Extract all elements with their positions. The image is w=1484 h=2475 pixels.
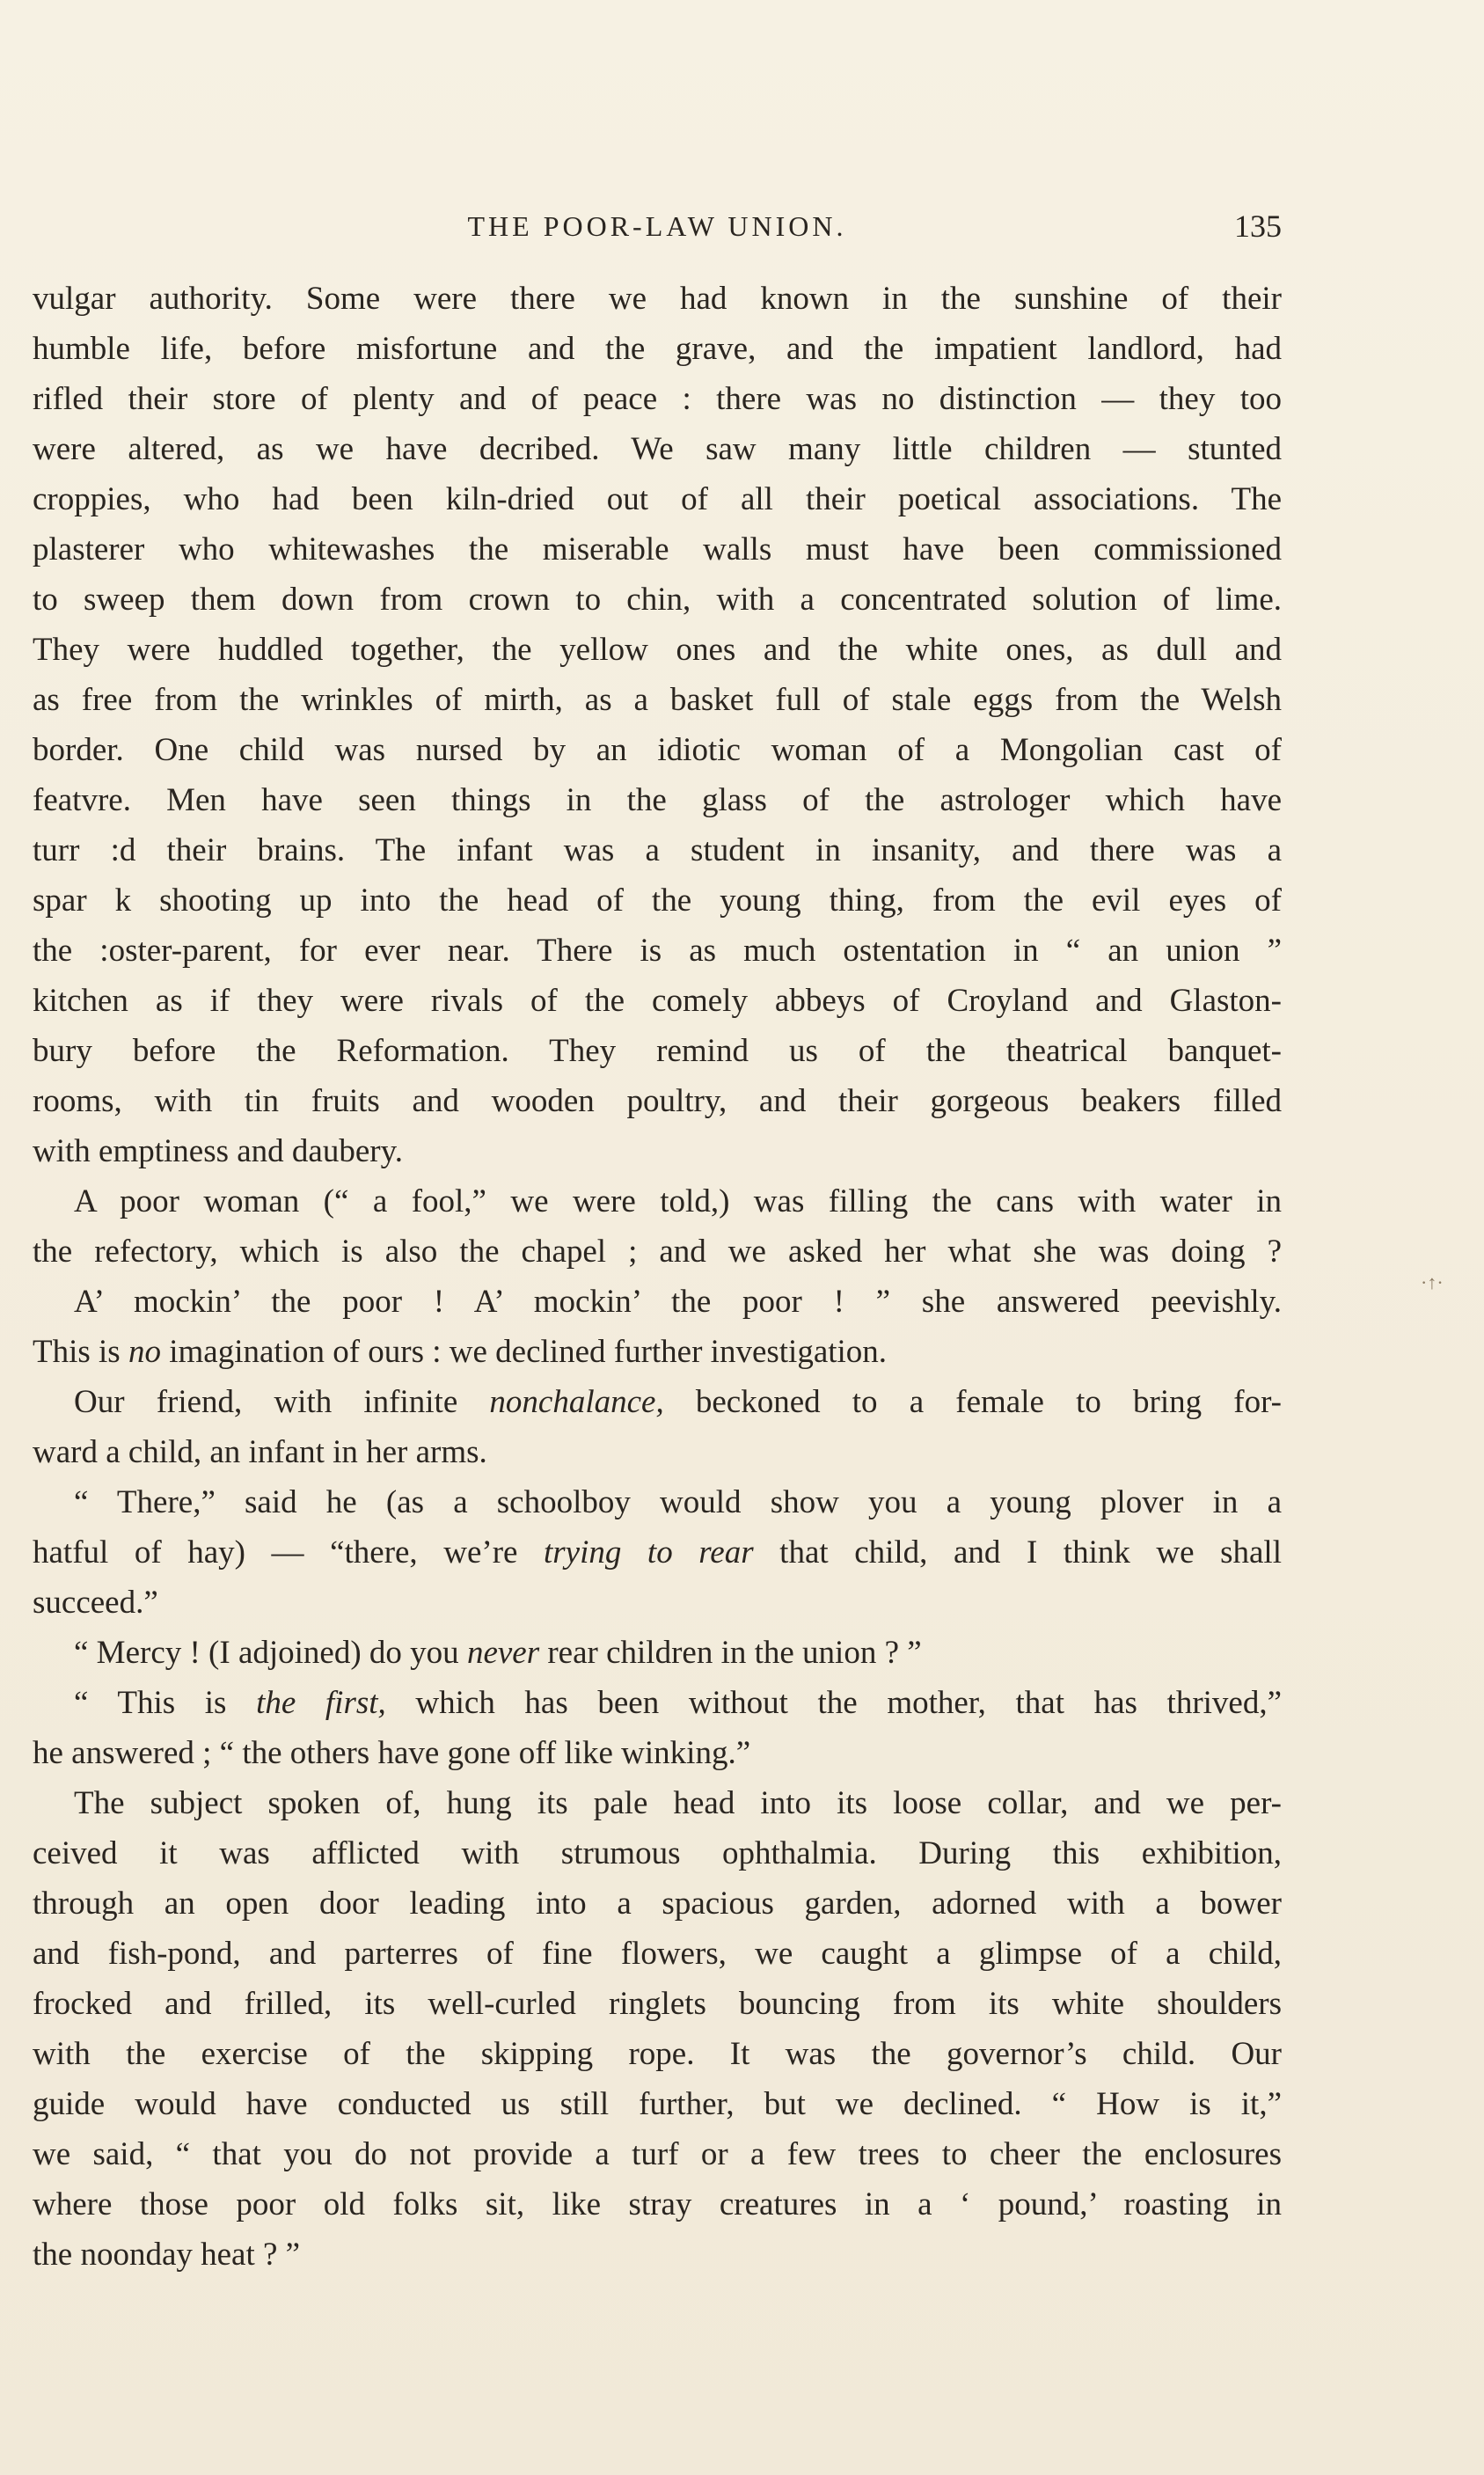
- text-run: the :oster-parent, for ever near. There is as much ostentation in “ an union ”: [33, 933, 1282, 969]
- text-run: bury before the Reformation. They remind us of the theatrical banquet-: [33, 1033, 1282, 1069]
- text-line: [33, 1678, 1282, 1728]
- text-line: [33, 324, 1282, 374]
- text-run: with emptiness and daubery.: [33, 1133, 403, 1169]
- text-run: he answered ; “ the others have gone off like winking.”: [33, 1735, 751, 1771]
- text-run: where those poor old folks sit, like stray creatures in a ‘ pound,’ roasting in: [33, 2186, 1282, 2222]
- text-line: [33, 274, 1282, 324]
- text-line: [33, 1126, 1282, 1176]
- text-line: [33, 825, 1282, 875]
- text-run: The subject spoken of, hung its pale head into its loose collar, and we per-: [74, 1785, 1282, 1821]
- text-line: [33, 1176, 1282, 1227]
- text-line: [33, 1076, 1282, 1126]
- text-line: [33, 524, 1282, 575]
- text-line: [33, 875, 1282, 926]
- text-run: ceived it was afflicted with strumous ophthalmia. During this exhibition,: [33, 1835, 1282, 1871]
- text-run: beckoned to a female to bring for-: [663, 1384, 1282, 1420]
- text-line: [33, 675, 1282, 725]
- text-line: [33, 424, 1282, 474]
- text-line: [33, 1979, 1282, 2029]
- text-line: [33, 575, 1282, 625]
- text-line: [33, 976, 1282, 1026]
- text-run: spar k shooting up into the head of the young thing, from the evil eyes of: [33, 882, 1282, 919]
- text-run: that child, and I think we shall: [753, 1534, 1282, 1571]
- text-line: [33, 1026, 1282, 1076]
- text-run: ward a child, an infant in her arms.: [33, 1434, 487, 1470]
- text-run: They were huddled together, the yellow ones and the white ones, as dull and: [33, 632, 1282, 668]
- text-run: turr :d their brains. The infant was a student in insanity, and there was a: [33, 832, 1282, 868]
- page-number: 135: [1234, 209, 1282, 244]
- text-line: [33, 1377, 1282, 1427]
- text-run: “ This is: [74, 1685, 257, 1721]
- text-line: [33, 1728, 1282, 1778]
- margin-mark: ·↑·: [1421, 1271, 1444, 1293]
- text-run: A’ mockin’ the poor ! A’ mockin’ the poor ! ” she answered peevishly.: [74, 1284, 1282, 1320]
- text-run: “ There,” said he (as a schoolboy would show you a young plover in a: [74, 1484, 1282, 1520]
- text-line: [33, 775, 1282, 825]
- text-run: A poor woman (“ a fool,” we were told,) was filling the cans with water in: [74, 1183, 1282, 1219]
- text-line: [33, 1227, 1282, 1277]
- text-run: rear children in the union ? ”: [539, 1635, 922, 1671]
- text-line: [33, 1828, 1282, 1878]
- text-run: and fish-pond, and parterres of fine flowers, we caught a glimpse of a child,: [33, 1936, 1282, 1972]
- text-line: [33, 374, 1282, 424]
- text-run: border. One child was nursed by an idiotic woman of a Mongolian cast of: [33, 732, 1282, 768]
- text-line: [33, 2079, 1282, 2129]
- text-run: Our friend, with infinite: [74, 1384, 490, 1420]
- text-run: plasterer who whitewashes the miserable walls must have been commissioned: [33, 531, 1282, 567]
- text-line: [33, 1878, 1282, 1929]
- text-line: [33, 1427, 1282, 1477]
- text-line: [33, 1277, 1282, 1327]
- italic-text: the first,: [256, 1685, 386, 1721]
- italic-text: no: [128, 1334, 161, 1370]
- text-run: rifled their store of plenty and of peace : there was no distinction — they too: [33, 381, 1282, 417]
- text-run: featvre. Men have seen things in the glass of the astrologer which have: [33, 782, 1282, 818]
- italic-text: trying to rear: [544, 1534, 754, 1571]
- body-text: [33, 274, 1282, 2280]
- text-run: hatful of hay) — “there, we’re: [33, 1534, 544, 1571]
- text-run: kitchen as if they were rivals of the comely abbeys of Croyland and Glaston-: [33, 983, 1282, 1019]
- text-line: [33, 1327, 1282, 1377]
- text-run: humble life, before misfortune and the grave, and the impatient landlord, had: [33, 331, 1282, 367]
- text-line: [33, 1929, 1282, 1979]
- running-head: [33, 204, 1282, 248]
- running-title: THE POOR-LAW UNION.: [467, 210, 847, 242]
- text-run: were altered, as we have decribed. We saw many little children — stunted: [33, 431, 1282, 467]
- text-run: frocked and frilled, its well-curled ringlets bouncing from its white shoulders: [33, 1986, 1282, 2022]
- text-line: [33, 2129, 1282, 2179]
- text-run: This is: [33, 1334, 128, 1370]
- text-line: [33, 2179, 1282, 2230]
- text-run: “ Mercy ! (I adjoined) do you: [74, 1635, 467, 1671]
- text-line: [33, 926, 1282, 976]
- text-line: [33, 1628, 1282, 1678]
- text-run: to sweep them down from crown to chin, with a concentrated solution of lime.: [33, 582, 1282, 618]
- text-line: [33, 2230, 1282, 2280]
- text-run: croppies, who had been kiln-dried out of all their poetical associations. The: [33, 481, 1282, 517]
- text-line: [33, 1527, 1282, 1578]
- text-run: the refectory, which is also the chapel ; and we asked her what she was doing ?: [33, 1234, 1282, 1270]
- text-run: succeed.”: [33, 1585, 158, 1621]
- text-run: which has been without the mother, that has thrived,”: [385, 1685, 1282, 1721]
- text-run: with the exercise of the skipping rope. It was the governor’s child. Our: [33, 2036, 1282, 2072]
- italic-text: nonchalance,: [489, 1384, 664, 1420]
- text-run: through an open door leading into a spacious garden, adorned with a bower: [33, 1886, 1282, 1922]
- text-line: [33, 1477, 1282, 1527]
- text-run: the noonday heat ? ”: [33, 2237, 301, 2273]
- italic-text: never: [466, 1635, 540, 1671]
- text-run: we said, “ that you do not provide a turf or a few trees to cheer the enclosures: [33, 2136, 1282, 2172]
- text-run: rooms, with tin fruits and wooden poultry, and their gorgeous beakers filled: [33, 1083, 1282, 1119]
- text-run: as free from the wrinkles of mirth, as a basket full of stale eggs from the Welsh: [33, 682, 1282, 718]
- text-run: vulgar authority. Some were there we had known in the sunshine of their: [33, 281, 1282, 317]
- text-line: [33, 1778, 1282, 1828]
- text-line: [33, 1578, 1282, 1628]
- text-line: [33, 2029, 1282, 2079]
- text-line: [33, 625, 1282, 675]
- text-line: [33, 474, 1282, 524]
- text-run: imagination of ours : we declined further investigation.: [160, 1334, 888, 1370]
- text-run: guide would have conducted us still further, but we declined. “ How is it,”: [33, 2086, 1282, 2122]
- text-line: [33, 725, 1282, 775]
